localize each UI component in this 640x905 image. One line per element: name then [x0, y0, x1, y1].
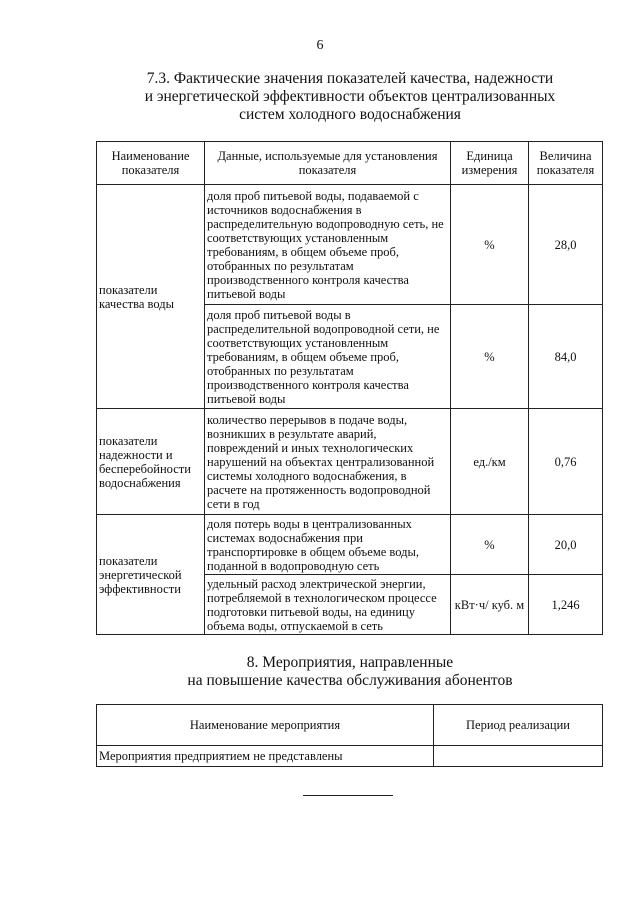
header-value: Величина показателя — [529, 142, 603, 185]
table-row — [97, 185, 603, 305]
measure-period — [434, 746, 603, 767]
indicator-unit: % — [451, 305, 529, 409]
indicators-table — [96, 141, 603, 635]
indicator-unit: кВт·ч/ куб. м — [451, 575, 529, 635]
table-row — [97, 515, 603, 575]
footer-divider — [303, 795, 393, 796]
indicator-value: 20,0 — [529, 515, 603, 575]
header-period: Период реализации — [434, 705, 603, 746]
indicator-description: доля проб питьевой воды в распределительной водопроводной сети, не соответствующих установленным требованиям, в общем объеме проб, отобранных по результатам производственного контроля качества питьевой воды — [205, 305, 451, 409]
indicator-unit: % — [451, 185, 529, 305]
section-7-3-title-line: и энергетической эффективности объектов централизованных — [144, 88, 556, 105]
indicator-group-name: показатели качества воды — [97, 185, 205, 409]
measures-header-row — [97, 705, 603, 746]
indicator-group-name: показатели энергетической эффективности — [97, 515, 205, 635]
section-8-title-line: на повышение качества обслуживания абонентов — [187, 672, 513, 689]
indicator-group-name: показатели надежности и бесперебойности водоснабжения — [97, 409, 205, 515]
header-data: Данные, используемые для установления показателя — [205, 142, 451, 185]
page-number: 6 — [316, 38, 324, 53]
indicator-value: 84,0 — [529, 305, 603, 409]
indicator-unit: % — [451, 515, 529, 575]
section-7-3-title-line: систем холодного водоснабжения — [239, 106, 461, 123]
section-7-3-title-line: 7.3. Фактические значения показателей качества, надежности — [146, 70, 554, 87]
indicator-value: 28,0 — [529, 185, 603, 305]
measures-table — [96, 704, 603, 767]
header-unit: Единица измерения — [451, 142, 529, 185]
indicator-value: 1,246 — [529, 575, 603, 635]
table-row — [97, 746, 603, 767]
table-row — [97, 409, 603, 515]
section-8-title-line: 8. Мероприятия, направленные — [246, 654, 454, 671]
indicator-value: 0,76 — [529, 409, 603, 515]
section-7-3-title — [100, 70, 600, 124]
indicator-description: количество перерывов в подаче воды, возникших в результате аварий, повреждений и иных технологических нарушений на объектах централизованной системы холодного водоснабжения, в расчете на протяженность водопроводной сети в год — [205, 409, 451, 515]
indicator-description: удельный расход электрической энергии, потребляемой в технологическом процессе подготовки питьевой воды, на единицу объема воды, отпускаемой в сеть — [205, 575, 451, 635]
indicator-description: доля потерь воды в централизованных системах водоснабжения при транспортировке в общем объеме воды, поданной в водопроводную сеть — [205, 515, 451, 575]
header-name: Наименование показателя — [97, 142, 205, 185]
measure-name: Мероприятия предприятием не представлены — [97, 746, 434, 767]
section-8-title — [100, 654, 600, 690]
header-measure-name: Наименование мероприятия — [97, 705, 434, 746]
indicator-unit: ед./км — [451, 409, 529, 515]
indicators-header-row — [97, 142, 603, 185]
indicator-description: доля проб питьевой воды, подаваемой с источников водоснабжения в распределительную водопроводную сеть, не соответствующих установленным требованиям, в общем объеме проб, отобранных по результатам производственного контроля качества питьевой воды — [205, 185, 451, 305]
